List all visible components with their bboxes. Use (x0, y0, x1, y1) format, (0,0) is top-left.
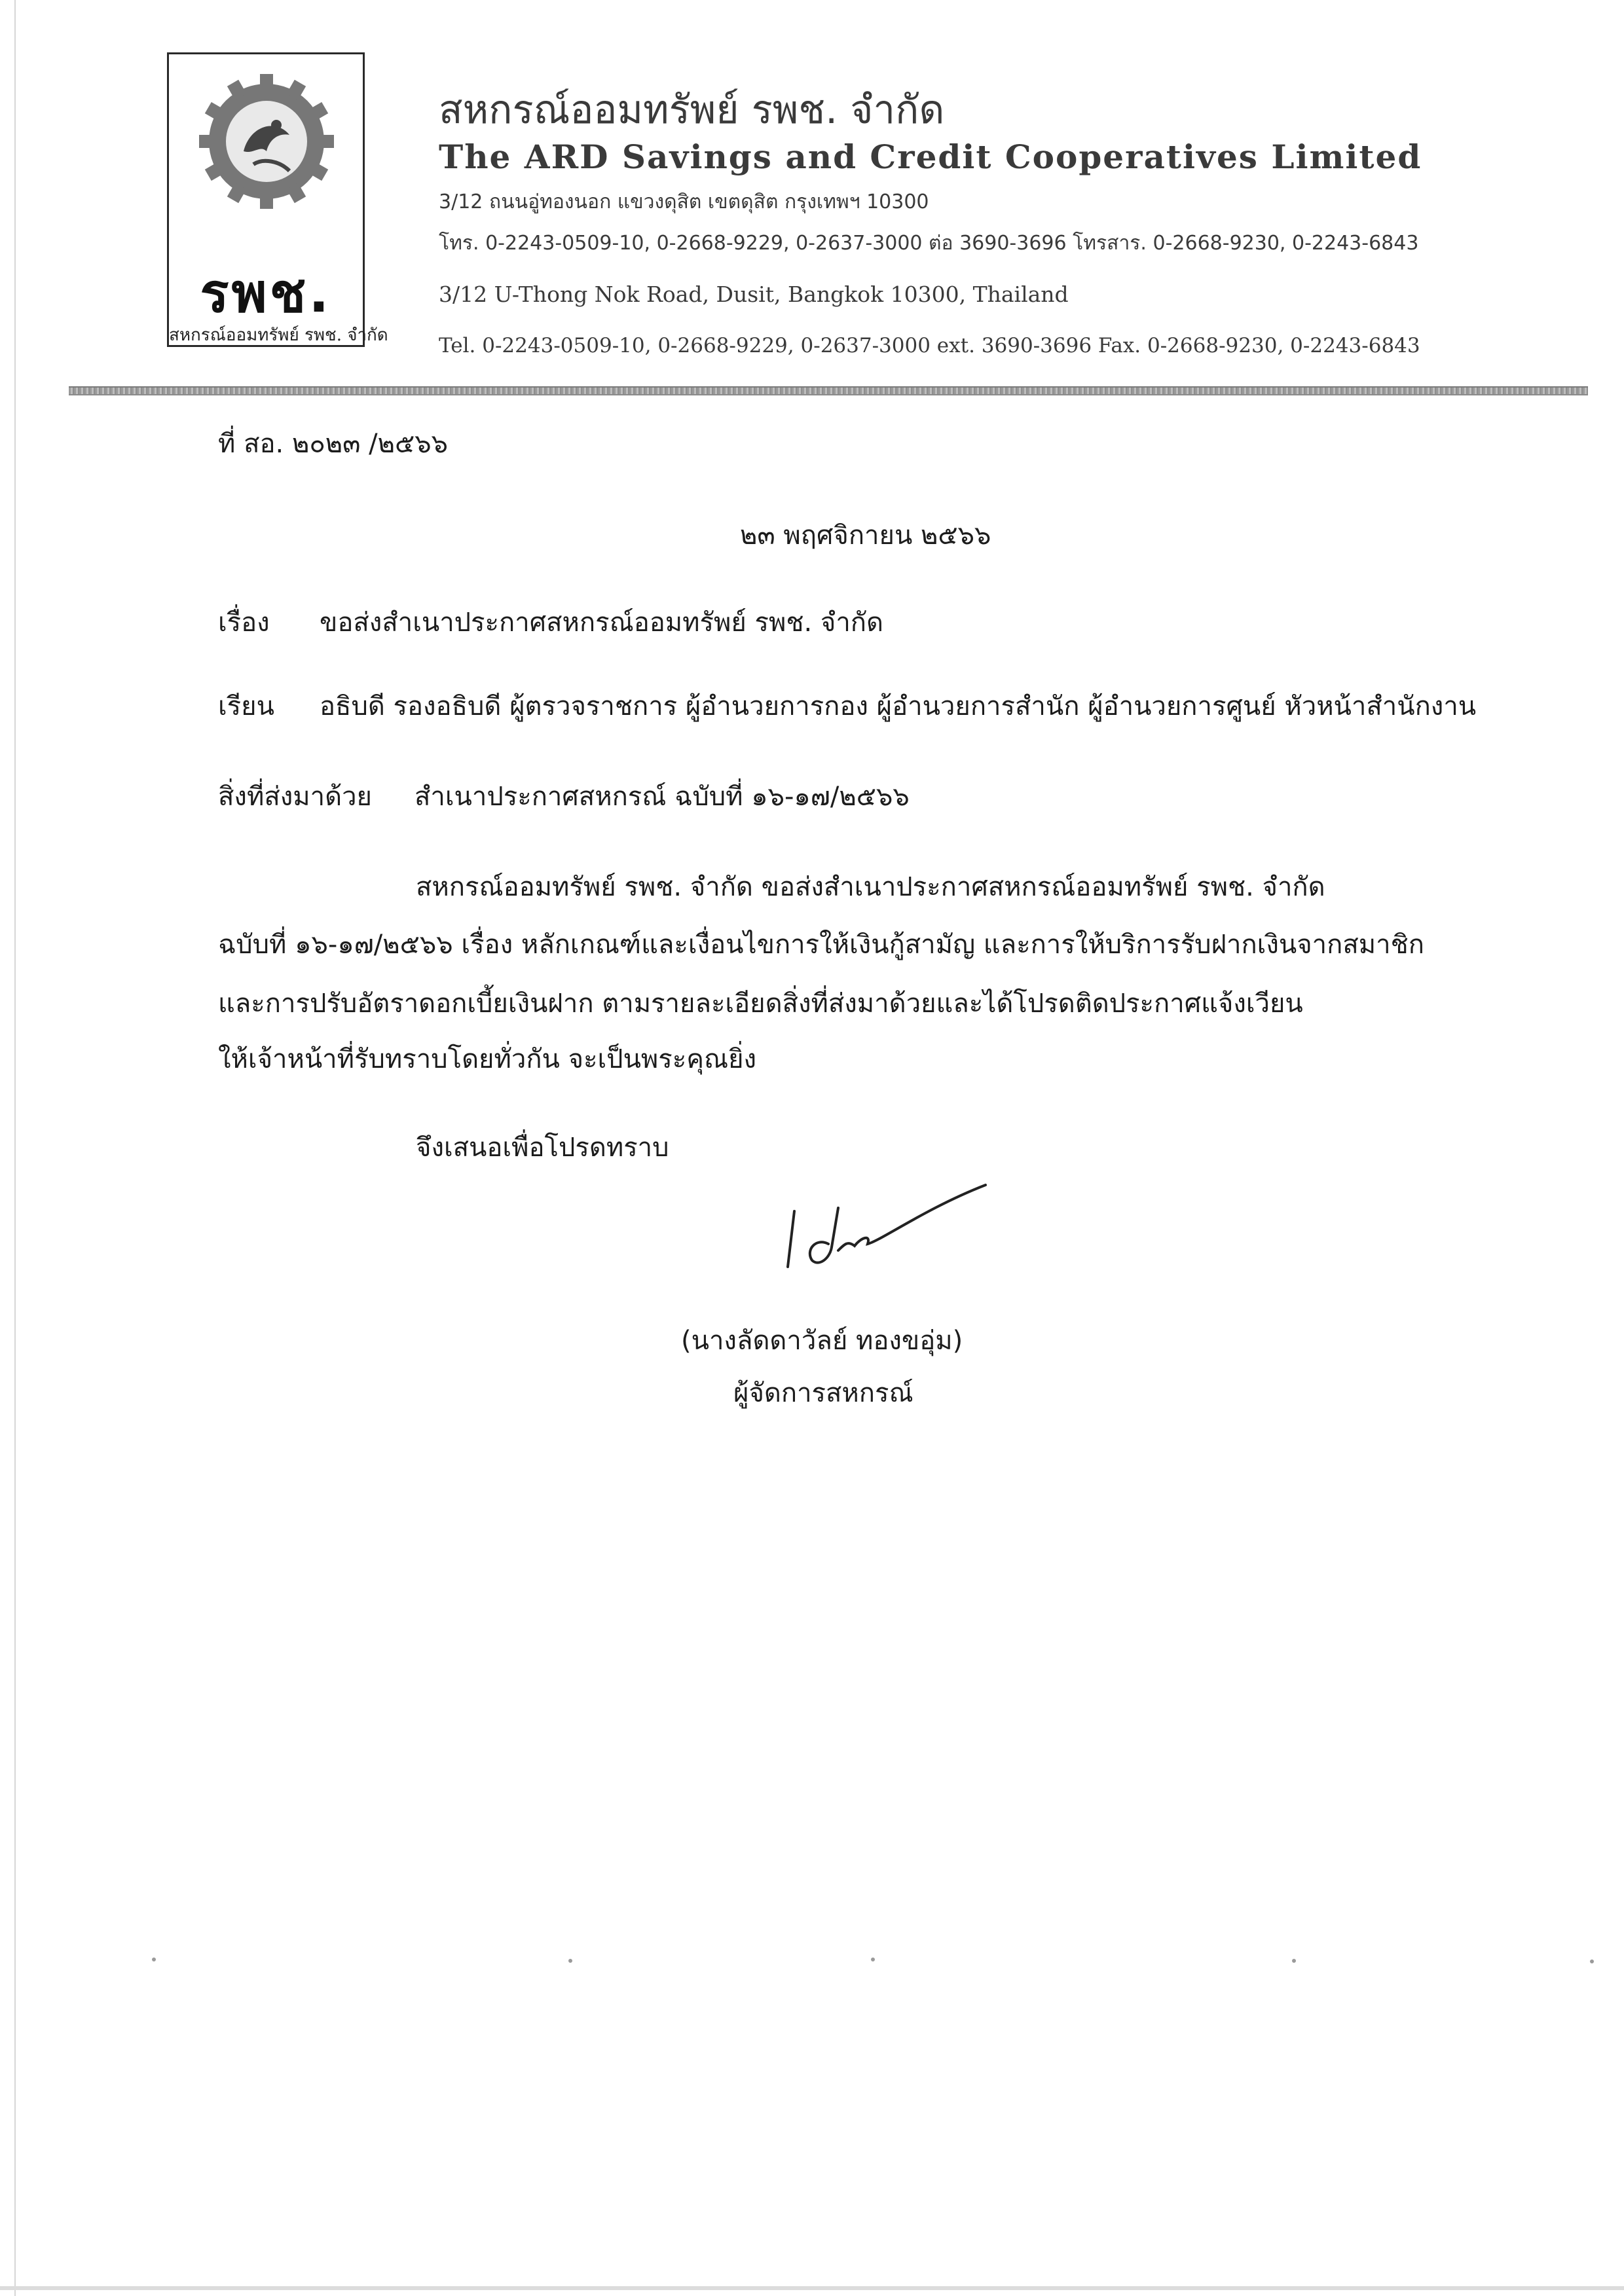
phone-english: Tel. 0-2243-0509-10, 0-2668-9229, 0-2637-3000 ext. 3690-3696 Fax. 0-2668-9230, 0-2243-6843 (439, 334, 1420, 357)
org-name-thai: สหกรณ์ออมทรัพย์ รพช. จำกัด (439, 87, 945, 133)
scan-speck (1292, 1959, 1296, 1963)
header-divider (69, 386, 1588, 395)
enclosure-text: สำเนาประกาศสหกรณ์ ฉบับที่ ๑๖-๑๗/๒๕๖๖ (415, 782, 910, 812)
phone-thai: โทร. 0-2243-0509-10, 0-2668-9229, 0-2637-3000 ต่อ 3690-3696 โทรสาร. 0-2668-9230, 0-2243-6843 (439, 232, 1419, 255)
scan-speck (1590, 1959, 1594, 1963)
subject-label: เรื่อง (218, 608, 270, 638)
signer-title: ผู้จัดการสหกรณ์ (733, 1378, 913, 1408)
body-line: สหกรณ์ออมทรัพย์ รพช. จำกัด ขอส่งสำเนาประกาศสหกรณ์ออมทรัพย์ รพช. จำกัด (416, 872, 1325, 902)
page-edge (0, 2286, 1624, 2290)
address-thai: 3/12 ถนนอู่ทองนอก แขวงดุสิต เขตดุสิต กรุงเทพฯ 10300 (439, 191, 929, 213)
body-line: ฉบับที่ ๑๖-๑๗/๒๕๖๖ เรื่อง หลักเกณฑ์และเงื่อนไขการให้เงินกู้สามัญ และการให้บริการรับฝากเงินจากสมาชิก (218, 930, 1424, 960)
recipient-label: เรียน (218, 691, 274, 721)
gear-emblem-icon (198, 73, 335, 210)
handwritten-signature (783, 1169, 999, 1280)
scan-speck (152, 1958, 156, 1961)
recipient-text: อธิบดี รองอธิบดี ผู้ตรวจราชการ ผู้อำนวยการกอง ผู้อำนวยการสำนัก ผู้อำนวยการศูนย์ หัวหน้าสำนักงาน (320, 691, 1477, 721)
closing-text: จึงเสนอเพื่อโปรดทราบ (416, 1133, 669, 1163)
subject-text: ขอส่งสำเนาประกาศสหกรณ์ออมทรัพย์ รพช. จำกัด (320, 608, 883, 638)
logo (167, 52, 388, 347)
body-line: ให้เจ้าหน้าที่รับทราบโดยทั่วกัน จะเป็นพระคุณยิ่ง (218, 1044, 757, 1074)
reference-number: ที่ สอ. ๒๐๒๓ /๒๕๖๖ (218, 429, 449, 459)
signer-name: (นางลัดดาวัลย์ ทองขอุ่ม) (681, 1326, 963, 1356)
scan-speck (871, 1958, 875, 1961)
body-line: และการปรับอัตราดอกเบี้ยเงินฝาก ตามรายละเอียดสิ่งที่ส่งมาด้วยและได้โปรดติดประกาศแจ้งเวียน (218, 989, 1303, 1019)
page-edge (14, 0, 16, 2296)
letter-date: ๒๓ พฤศจิกายน ๒๕๖๖ (740, 520, 991, 551)
address-english: 3/12 U-Thong Nok Road, Dusit, Bangkok 10300, Thailand (439, 282, 1069, 307)
logo-abbreviation: รพช. (200, 263, 332, 325)
scan-speck (568, 1959, 572, 1963)
logo-caption: สหกรณ์ออมทรัพย์ รพช. จำกัด (169, 325, 388, 345)
org-name-english: The ARD Savings and Credit Cooperatives Limited (439, 137, 1422, 176)
enclosure-label: สิ่งที่ส่งมาด้วย (218, 782, 372, 812)
